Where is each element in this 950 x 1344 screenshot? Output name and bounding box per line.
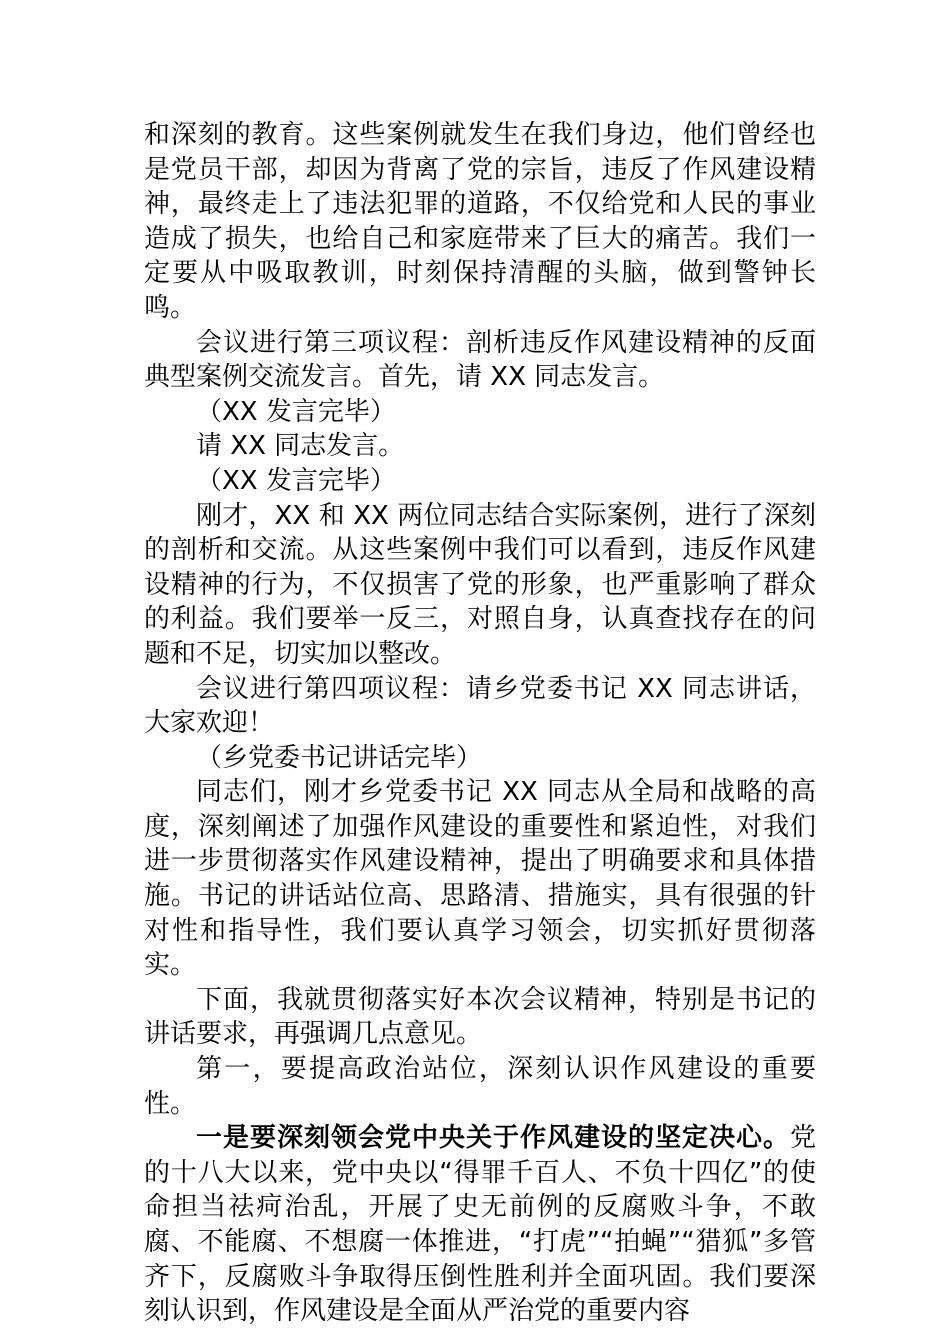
paragraph-2: 会议进行第三项议程：剖析违反作风建设精神的反面典型案例交流发言。首先，请 XX 同志发言。: [144, 327, 816, 393]
paragraph-3: （XX 发言完毕）: [196, 396, 396, 427]
paragraph-6: 刚才，XX 和 XX 两位同志结合实际案例，进行了深刻的剖析和交流。从这些案例中我们可以看到，违反作风建设精神的行为，不仅损害了党的形象，也严重影响了群众的利益。我们要举一反三，对照自身，认真查找存在的问题和不足，切实加以整改。: [144, 500, 816, 669]
paragraph-11: 第一，要提高政治站位，深刻认识作风建设的重要性。: [144, 1054, 816, 1119]
paragraph-10: 下面，我就贯彻落实好本次会议精神，特别是书记的讲话要求，再强调几点意见。: [144, 984, 816, 1050]
paragraph-12: [144, 1121, 816, 1329]
paragraph-9: 同志们，刚才乡党委书记 XX 同志从全局和战略的高度，深刻阐述了加强作风建设的重要性和紧迫性，对我们进一步贯彻落实作风建设精神，提出了明确要求和具体措施。书记的讲话站位高、思路清、措施实，具有很强的针对性和指导性，我们要认真学习领会，切实抓好贯彻落实。: [144, 777, 816, 981]
paragraph-12-text: 党的十八大以来，党中央以“得罪千百人、不负十四亿”的使命担当祛疴治乱，开展了史无前例的反腐败斗争，不敢腐、不能腐、不想腐一体推进，“打虎”“拍蝇”“猎狐”多管齐下，反腐败斗争取得压倒性胜利并全面巩固。我们要深刻认识到，作风建设是全面从严治党的重要内容: [144, 1123, 816, 1327]
paragraph-7: 会议进行第四项议程：请乡党委书记 XX 同志讲话，大家欢迎！: [144, 673, 816, 739]
paragraph-1: 和深刻的教育。这些案例就发生在我们身边，他们曾经也是党员干部，却因为背离了党的宗旨，违反了作风建设精神，最终走上了违法犯罪的道路，不仅给党和人民的事业造成了损失，也给自己和家庭带来了巨大的痛苦。我们一定要从中吸取教训，时刻保持清醒的头脑，做到警钟长鸣。: [144, 120, 816, 323]
paragraph-12-bold-lead: 一是要深刻领会党中央关于作风建设的坚定决心。: [196, 1123, 790, 1154]
document-body: [144, 118, 816, 1329]
paragraph-4: 请 XX 同志发言。: [196, 431, 405, 462]
paragraph-8: （乡党委书记讲话完毕）: [196, 742, 483, 773]
paragraph-5: （XX 发言完毕）: [196, 465, 396, 496]
